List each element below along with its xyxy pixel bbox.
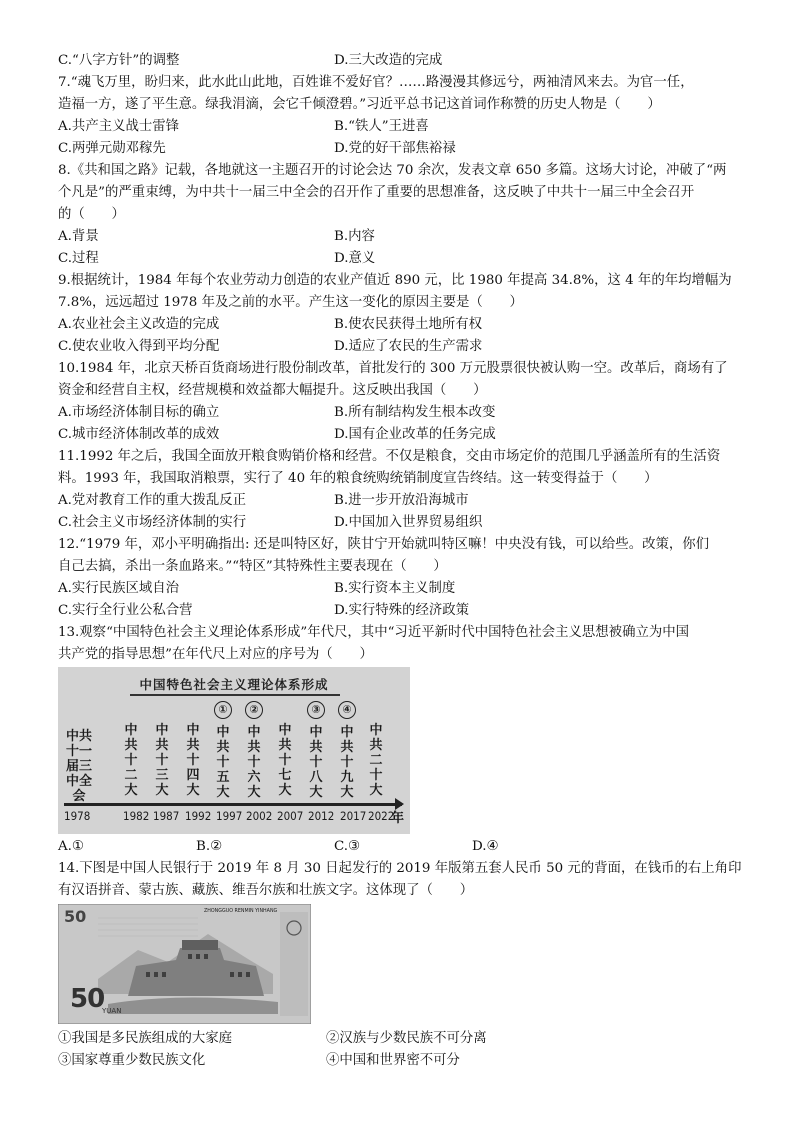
question-12 bbox=[58, 534, 748, 622]
timeline-title-underline bbox=[130, 694, 340, 696]
q12-stem-line-1: 12.“1979 年，邓小平明确指出: 还是叫特区好，陕甘宁开始就叫特区嘛！中央没有钱，可以给些。改策，你们 bbox=[58, 537, 710, 552]
q13-option-a[interactable]: A.① bbox=[58, 839, 84, 854]
q7-options-row-1 bbox=[58, 116, 748, 138]
timeline-event-label: 中共十五大 bbox=[216, 725, 230, 800]
banknote-denomination: 50 bbox=[70, 984, 105, 1014]
timeline-year: 1982 bbox=[123, 809, 150, 823]
q11-option-b[interactable]: B.进一步开放沿海城市 bbox=[334, 493, 469, 508]
q12-option-b[interactable]: B.实行资本主义制度 bbox=[334, 581, 456, 596]
q12-options-row-1 bbox=[58, 578, 748, 600]
question-13 bbox=[58, 622, 748, 858]
q14-stem-line-1: 14.下图是中国人民银行于 2019 年 8 月 30 日起发行的 2019 年版第五套人民币 50 元的背面，在钱币的右上角印 bbox=[58, 861, 742, 876]
q8-stem-line-3: 的（ ） bbox=[58, 207, 125, 222]
q14-statements-row-2 bbox=[58, 1050, 748, 1072]
question-14 bbox=[58, 858, 748, 1072]
timeline-mark: ③ bbox=[307, 701, 325, 719]
timeline-year: 1992 bbox=[185, 809, 212, 823]
q11-option-d[interactable]: D.中国加入世界贸易组织 bbox=[334, 515, 483, 530]
banknote-bank-text: ZHONGGUO RENMIN YINHANG bbox=[204, 909, 278, 914]
q13-option-c[interactable]: C.③ bbox=[334, 839, 361, 854]
q7-option-a[interactable]: A.共产主义战士雷锋 bbox=[58, 119, 180, 134]
q9-option-c[interactable]: C.使农业收入得到平均分配 bbox=[58, 339, 220, 354]
question-8 bbox=[58, 160, 748, 270]
q12-option-d[interactable]: D.实行特殊的经济政策 bbox=[334, 603, 470, 618]
q9-option-a[interactable]: A.农业社会主义改造的完成 bbox=[58, 317, 220, 332]
timeline-unit: 年 bbox=[391, 811, 405, 826]
timeline-event-label: 中共十九大 bbox=[340, 725, 354, 800]
q10-option-d[interactable]: D.国有企业改革的任务完成 bbox=[334, 427, 496, 442]
q13-stem-line-1: 13.观察“中国特色社会主义理论体系形成”年代尺，其中“习近平新时代中国特色社会主义思想被确立为中国 bbox=[58, 625, 690, 640]
banknote-image bbox=[58, 904, 311, 1024]
question-7 bbox=[58, 72, 748, 160]
q9-options-row-1 bbox=[58, 314, 748, 336]
q14-stem-line-2: 有汉语拼音、蒙古族、藏族、维吾尔族和壮族文字。这体现了（ ） bbox=[58, 883, 474, 898]
q7-stem-line-1: 7.“魂飞万里，盼归来，此水此山此地，百姓谁不爱好官？……路漫漫其修远兮，两袖清风来去。为官一任， bbox=[58, 75, 694, 90]
q7-option-d[interactable]: D.党的好干部焦裕禄 bbox=[334, 141, 456, 156]
q12-option-a[interactable]: A.实行民族区域自治 bbox=[58, 581, 180, 596]
q9-stem-line-2: 7.8%，远远超过 1978 年及之前的水平。产生这一变化的原因主要是（ ） bbox=[58, 295, 523, 310]
q8-options-row-1 bbox=[58, 226, 748, 248]
timeline-year: 2007 bbox=[277, 809, 304, 823]
q11-stem-line-2: 料。1993 年，我国取消粮票，实行了 40 年的粮食统购统销制度宣告终结。这一转变得益于（ ） bbox=[58, 471, 658, 486]
q10-options-row-2 bbox=[58, 424, 748, 446]
q8-stem-line-2: 个凡是”的严重束缚，为中共十一届三中全会的召开作了重要的思想准备，这反映了中共十一届三中全会召开 bbox=[58, 185, 695, 200]
q11-option-a[interactable]: A.党对教育工作的重大拨乱反正 bbox=[58, 493, 247, 508]
timeline-year: 2022 bbox=[368, 809, 395, 823]
q9-option-b[interactable]: B.使农民获得土地所有权 bbox=[334, 317, 483, 332]
q11-stem-line-1: 11.1992 年之后，我国全面放开粮食购销价格和经营。不仅是粮食，交由市场定价的范围几乎涵盖所有的生活资 bbox=[58, 449, 721, 464]
q10-stem-line-1: 10.1984 年，北京天桥百货商场进行股份制改革，首批发行的 300 万元股票很快被认购一空。改革后，商场有了 bbox=[58, 361, 728, 376]
timeline-event-label: 中共十八大 bbox=[309, 725, 323, 800]
q7-option-c[interactable]: C.两弹元勋邓稼先 bbox=[58, 141, 166, 156]
q13-option-d[interactable]: D.④ bbox=[472, 839, 499, 854]
q8-option-c[interactable]: C.过程 bbox=[58, 251, 99, 266]
q11-option-c[interactable]: C.社会主义市场经济体制的实行 bbox=[58, 515, 247, 530]
q12-stem-line-2: 自己去搞，杀出一条血路来。”“特区”其特殊性主要表现在（ ） bbox=[58, 559, 447, 574]
q9-options-row-2 bbox=[58, 336, 748, 358]
timeline-figure bbox=[58, 667, 410, 834]
timeline-event-label: 中共十三大 bbox=[155, 723, 169, 798]
q6-option-d[interactable]: D.三大改造的完成 bbox=[334, 53, 443, 68]
timeline-mark: ④ bbox=[338, 701, 356, 719]
q8-option-d[interactable]: D.意义 bbox=[334, 251, 376, 266]
timeline-year: 2002 bbox=[246, 809, 273, 823]
q7-stem-line-2: 造福一方，遂了平生意。绿我涓滴，会它千倾澄碧。”习近平总书记这首词作称赞的历史人物是（ ） bbox=[58, 97, 661, 112]
q14-statement-1[interactable]: ①我国是多民族组成的大家庭 bbox=[58, 1031, 233, 1046]
timeline-year: 2017 bbox=[340, 809, 367, 823]
question-10 bbox=[58, 358, 748, 446]
q12-options-row-2 bbox=[58, 600, 748, 622]
timeline-event-label: 中共十七大 bbox=[278, 723, 292, 798]
banknote-top-value: 50 bbox=[64, 907, 87, 926]
timeline-year: 2012 bbox=[308, 809, 335, 823]
q6-options-row-2 bbox=[58, 50, 748, 72]
banknote-currency: YUAN bbox=[102, 1007, 122, 1015]
q9-stem-line-1: 9.根据统计，1984 年每个农业劳动力创造的农业产值近 890 元，比 1980 年提高 34.8%，这 4 年的年均增幅为 bbox=[58, 273, 732, 288]
q12-option-c[interactable]: C.实行全行业公私合营 bbox=[58, 603, 193, 618]
timeline-year: 1987 bbox=[153, 809, 180, 823]
q8-options-row-2 bbox=[58, 248, 748, 270]
timeline-axis bbox=[64, 803, 402, 806]
q11-options-row-2 bbox=[58, 512, 748, 534]
q14-statements-row-1 bbox=[58, 1028, 748, 1050]
q8-option-b[interactable]: B.内容 bbox=[334, 229, 375, 244]
timeline-year: 1978 bbox=[64, 809, 91, 823]
q13-stem-line-2: 共产党的指导思想”在年代尺上对应的序号为（ ） bbox=[58, 647, 373, 662]
timeline-event-label: 中共十六大 bbox=[247, 725, 261, 800]
q14-statement-4[interactable]: ④中国和世界密不可分 bbox=[326, 1053, 460, 1068]
timeline-mark: ① bbox=[214, 701, 232, 719]
q14-statement-3[interactable]: ③国家尊重少数民族文化 bbox=[58, 1053, 206, 1068]
q13-options-row bbox=[58, 836, 748, 858]
timeline-event-label: 中共十四大 bbox=[186, 723, 200, 798]
q11-options-row-1 bbox=[58, 490, 748, 512]
q10-option-c[interactable]: C.城市经济体制改革的成效 bbox=[58, 427, 220, 442]
timeline-title: 中国特色社会主义理论体系形成 bbox=[139, 677, 329, 692]
q10-option-a[interactable]: A.市场经济体制目标的确立 bbox=[58, 405, 220, 420]
q7-option-b[interactable]: B.“铁人”王进喜 bbox=[334, 119, 429, 134]
q8-stem-line-1: 8.《共和国之路》记载，各地就这一主题召开的讨论会达 70 余次，发表文章 650 多篇。这场大讨论，冲破了“两 bbox=[58, 163, 727, 178]
q6-option-c[interactable]: C.“八字方针”的调整 bbox=[58, 53, 180, 68]
q10-stem-line-2: 资金和经营自主权，经营规模和效益都大幅提升。这反映出我国（ ） bbox=[58, 383, 487, 398]
q8-option-a[interactable]: A.背景 bbox=[58, 229, 99, 244]
timeline-event-label: 中共二十大 bbox=[369, 723, 383, 798]
q13-option-b[interactable]: B.② bbox=[196, 839, 223, 854]
timeline-event-label: 中共十二大 bbox=[124, 723, 138, 798]
timeline-event-label: 中共十一届三中全会 bbox=[65, 729, 92, 804]
q14-statement-2[interactable]: ②汉族与少数民族不可分离 bbox=[326, 1031, 487, 1046]
q9-option-d[interactable]: D.适应了农民的生产需求 bbox=[334, 339, 483, 354]
q7-options-row-2 bbox=[58, 138, 748, 160]
question-9 bbox=[58, 270, 748, 358]
q10-options-row-1 bbox=[58, 402, 748, 424]
timeline-year: 1997 bbox=[216, 809, 243, 823]
q10-option-b[interactable]: B.所有制结构发生根本改变 bbox=[334, 405, 496, 420]
exam-page bbox=[58, 50, 748, 1072]
question-11 bbox=[58, 446, 748, 534]
timeline-mark: ② bbox=[245, 701, 263, 719]
